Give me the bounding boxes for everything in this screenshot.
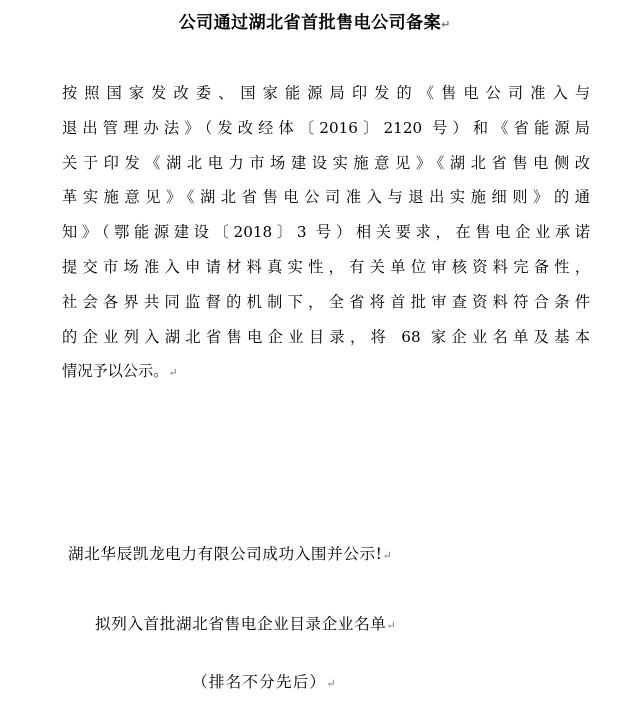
- order-note-paragraph: [192, 670, 336, 692]
- intro-line: 的企业列入湖北省售电企业目录，将 68 家企业名单及基本: [62, 327, 590, 346]
- order-note-text: （排名不分先后）: [192, 673, 327, 691]
- intro-line: 按照国家发改委、国家能源局印发的《售电公司准入与: [62, 84, 590, 102]
- paragraph-mark-icon: ↵: [382, 549, 392, 562]
- paragraph-mark-icon: ↵: [386, 619, 396, 632]
- intro-line-text: 情况予以公示。: [62, 362, 169, 381]
- paragraph-mark-icon: ↵: [168, 366, 178, 380]
- intro-line: 提交市场准入申请材料真实性，有关单位审核资料完备性，: [62, 257, 590, 276]
- title-text: 公司通过湖北省首批售电公司备案: [178, 13, 442, 33]
- document-title: [0, 8, 629, 33]
- intro-line-last: [62, 354, 590, 389]
- intro-line: 知》（鄂能源建设〔2018〕3 号）相关要求，在售电企业承诺: [62, 223, 590, 242]
- list-heading-text: 拟列入首批湖北省售电企业目录企业名单: [95, 615, 387, 633]
- intro-line: 社会各界共同监督的机制下，全省将首批审查资料符合条件: [62, 292, 590, 311]
- paragraph-mark-icon: ↵: [441, 18, 451, 31]
- paragraph-mark-icon: ↵: [326, 677, 336, 690]
- intro-line: 革实施意见》《湖北省售电公司准入与退出实施细则》的通: [62, 188, 590, 207]
- announcement-text: 湖北华辰凯龙电力有限公司成功入围并公示!: [68, 545, 383, 563]
- intro-line: 退出管理办法》（发改经体〔2016〕2120 号）和《省能源局: [62, 118, 590, 137]
- announcement-paragraph: [68, 542, 392, 564]
- intro-paragraph: [62, 76, 590, 389]
- intro-line: 关于印发《湖北电力市场建设实施意见》《湖北省售电侧改: [62, 153, 590, 172]
- list-heading-paragraph: [95, 612, 396, 634]
